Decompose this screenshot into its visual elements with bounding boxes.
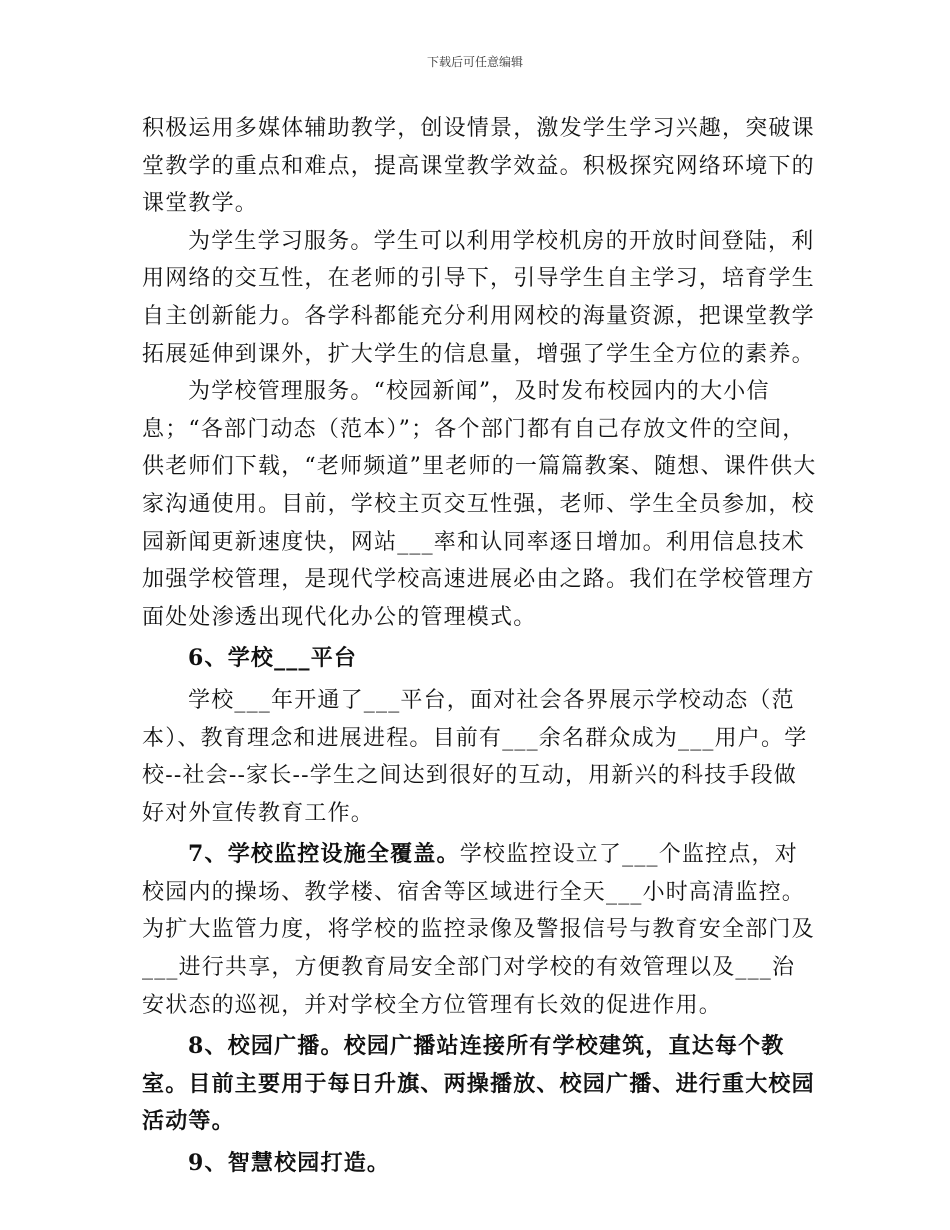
- paragraph-school-management: 为学校管理服务。“校园新闻”，及时发布校园内的大小信息；“各部门动态（范本）”；各个部门都有自己存放文件的空间，供老师们下载，“老师频道”里老师的一篇篇教案、随想、课件供大家沟通使用。目前，学校主页交互性强，老师、学生全员参加，校园新闻更新速度快，网站___率和认同率逐日增加。利用信息技术加强学校管理，是现代学校高速进展必由之路。我们在学校管理方面处处渗透出现代化办公的管理模式。: [142, 379, 817, 630]
- section-heading-6: 6、学校___平台: [188, 645, 358, 672]
- document-body: [142, 110, 818, 1183]
- paragraph-student-learning: 为学生学习服务。学生可以利用学校机房的开放时间登陆，利用网络的交互性，在老师的引导下，引导学生自主学习，培育学生自主创新能力。各学科都能充分利用网校的海量资源，把课堂教学拓展延伸到课外，扩大学生的信息量，增强了学生全方位的素养。: [142, 228, 815, 367]
- section-heading-7: 7、学校监控设施全覆盖。: [188, 841, 460, 868]
- paragraph-campus-broadcast: 8、校园广播。校园广播站连接所有学校建筑，直达每个教室。目前主要用于每日升旗、两操播放、校园广播、进行重大校园活动等。: [142, 1033, 815, 1135]
- paragraph-platform: 学校___年开通了___平台，面对社会各界展示学校动态（范本）、教育理念和进展进程。目前有___余名群众成为___用户。学校--社会--家长--学生之间达到很好的互动，用新兴的科技手段做好对外宣传教育工作。: [142, 687, 808, 826]
- page-header: 下载后可任意编辑: [426, 55, 523, 69]
- paragraph-multimedia: 积极运用多媒体辅助教学，创设情景，激发学生学习兴趣，突破课堂教学的重点和难点，提高课堂教学效益。积极探究网络环境下的课堂教学。: [142, 116, 815, 217]
- section-heading-9: 9、智慧校园打造。: [188, 1150, 391, 1177]
- paragraph-monitoring: [142, 836, 818, 1024]
- monitoring-text: 学校监控设立了___个监控点，对校园内的操场、教学楼、宿舍等区域进行全天___小时高清监控。为扩大监管力度，将学校的监控录像及警报信号与教育安全部门及___进行共享，方便教育局安全部门对学校的有效管理以及___治安状态的巡视，并对学校全方位管理有长效的促进作用。: [142, 842, 815, 1018]
